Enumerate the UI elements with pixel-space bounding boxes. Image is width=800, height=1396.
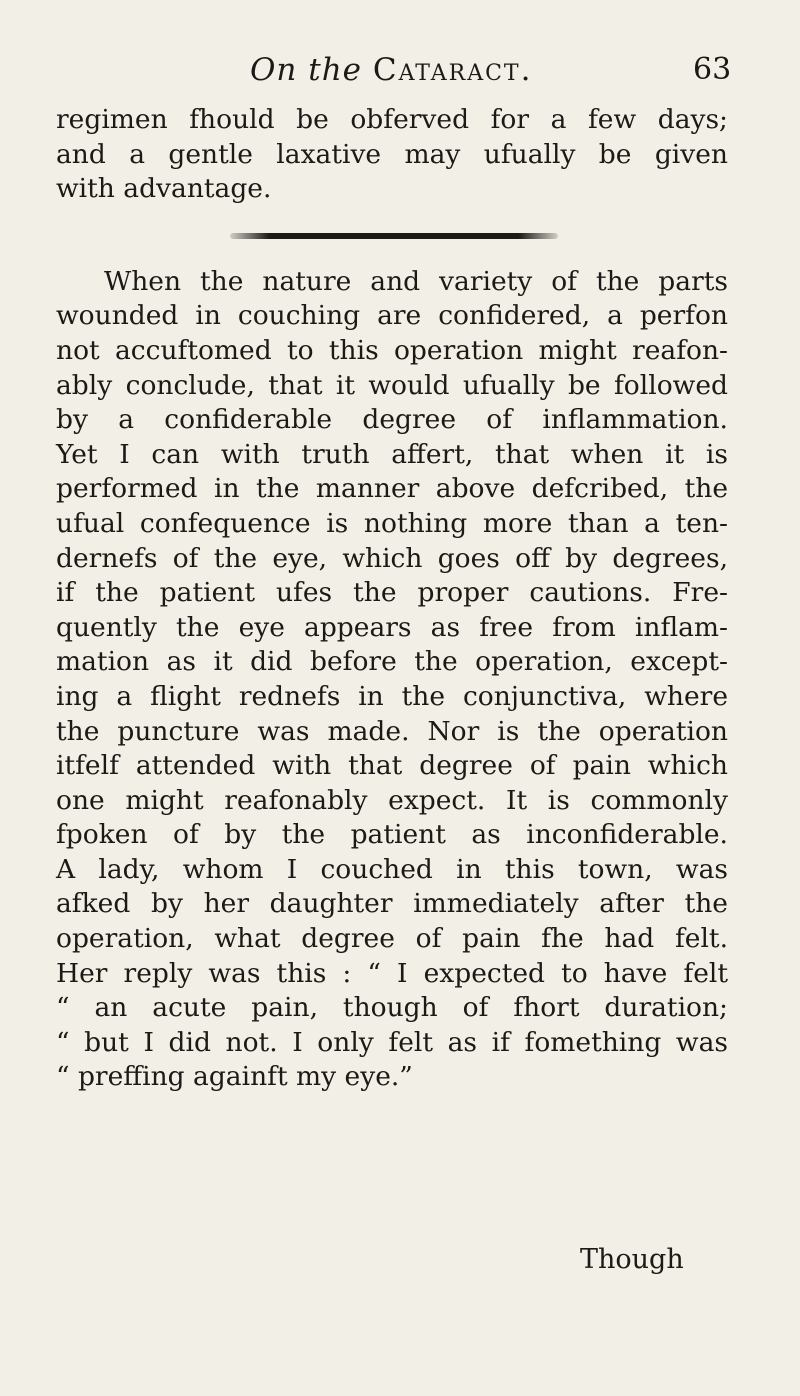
text-line: ably conclude, that it would ufually be followed xyxy=(56,369,728,401)
text-line: the puncture was made. Nor is the operation xyxy=(56,715,728,747)
text-line: A lady, whom I couched in this town, was xyxy=(56,853,728,885)
text-line: afked by her daughter immediately after the xyxy=(56,888,728,920)
text-line: wounded in couching are confidered, a perfon xyxy=(56,300,728,332)
text-line: “ but I did not. I only felt as if fomething was xyxy=(56,1026,728,1058)
text-line: mation as it did before the operation, except- xyxy=(56,646,728,678)
running-title-italic: On the xyxy=(250,52,363,88)
paragraph-2 xyxy=(56,265,728,1095)
text-line: When the nature and variety of the parts xyxy=(104,265,728,297)
text-line: if the patient ufes the proper cautions. Fre- xyxy=(56,577,728,609)
page-number: 63 xyxy=(693,52,732,87)
text-line: ufual confequence is nothing more than a ten- xyxy=(56,507,728,539)
text-line: ing a flight rednefs in the conjunctiva, where xyxy=(56,680,728,712)
text-line: regimen fhould be obferved for a few days; xyxy=(56,104,728,135)
text-line: quently the eye appears as free from inflam- xyxy=(56,611,728,643)
text-line: “ an acute pain, though of fhort duration; xyxy=(56,992,728,1024)
text-line: Yet I can with truth affert, that when it is xyxy=(56,438,728,470)
divider-rule xyxy=(230,233,558,239)
paragraph-1 xyxy=(56,103,728,207)
text-line: performed in the manner above defcribed, the xyxy=(56,473,728,505)
text-line: “ preffing againft my eye.” xyxy=(56,1061,413,1093)
catchword: Though xyxy=(580,1244,684,1275)
text-line: and a gentle laxative may ufually be given xyxy=(56,138,728,170)
text-line: not accuftomed to this operation might reafon- xyxy=(56,334,728,366)
running-title-caps: Cataract. xyxy=(372,52,533,88)
text-line: fpoken of by the patient as inconfiderable. xyxy=(56,819,728,851)
text-line: one might reafonably expect. It is commonly xyxy=(56,784,728,816)
running-head xyxy=(0,52,800,96)
running-title xyxy=(250,52,532,88)
text-line: Her reply was this : “ I expected to have felt xyxy=(56,957,728,989)
body-text xyxy=(56,103,728,1095)
text-line: operation, what degree of pain fhe had felt. xyxy=(56,923,728,955)
text-line: itfelf attended with that degree of pain which xyxy=(56,750,728,782)
text-line: dernefs of the eye, which goes off by degrees, xyxy=(56,542,728,574)
text-line: with advantage. xyxy=(56,173,272,205)
text-line: by a confiderable degree of inflammation. xyxy=(56,404,728,436)
section-divider xyxy=(56,207,728,265)
